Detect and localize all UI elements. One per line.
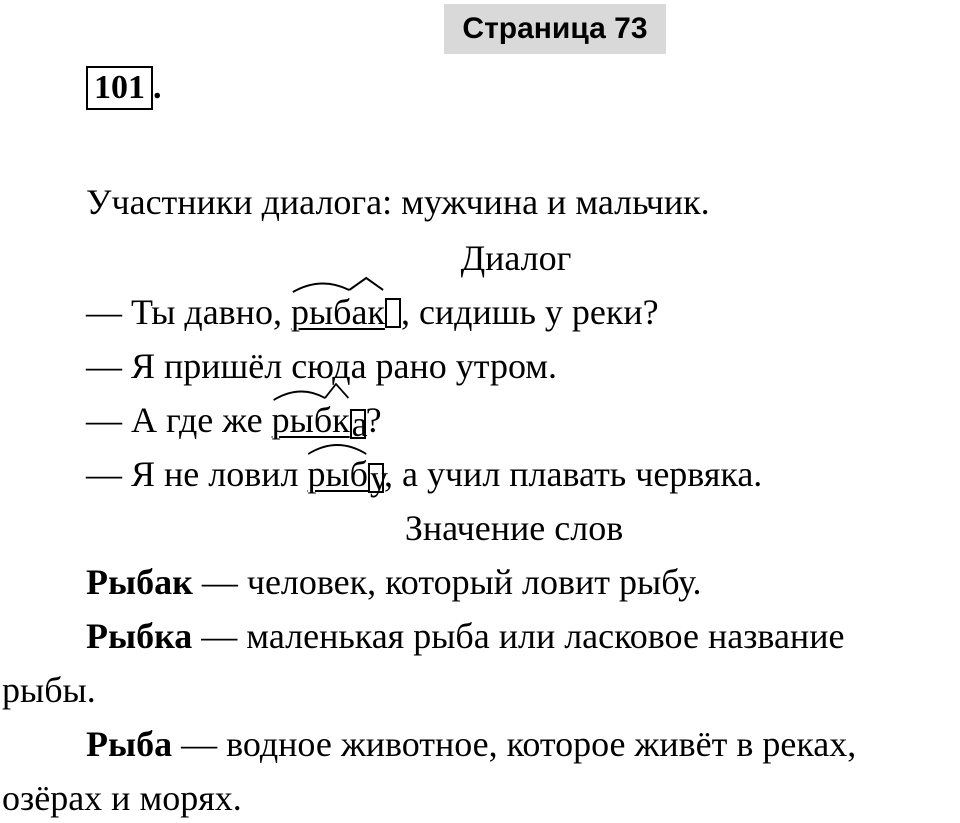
participants-line: Участники диалога: мужчина и мальчик. [86, 182, 710, 222]
dialog-line-3 [86, 398, 382, 442]
dialog-line-1-prefix: — Ты давно, [86, 292, 291, 332]
dialog-line-2: — Я пришёл сюда рано утром. [86, 346, 558, 386]
word-rybu-stem: рыб [307, 454, 368, 494]
task-number-dot: . [153, 69, 162, 106]
meaning-rybak [86, 560, 702, 604]
term-rybka: Рыбка [86, 616, 193, 656]
term-ryba: Рыба [86, 724, 173, 764]
dialog-line-1-suffix: , сидишь у реки? [400, 292, 659, 332]
dialog-line-3-prefix: — А где же [86, 400, 272, 440]
definition-ryba-continuation: озёрах и морях. [2, 778, 242, 818]
zero-ending-box [385, 298, 401, 328]
word-rybak: рыбак [290, 292, 385, 332]
dialog-line-4-suffix: , а учил плавать червяка. [383, 454, 763, 494]
task-number-block [86, 66, 162, 112]
definition-rybka-continuation: рыбы. [2, 670, 96, 710]
meaning-rybka [86, 614, 844, 658]
word-rybka-stem: рыбк [271, 400, 350, 440]
morpheme-word-rybak [291, 290, 385, 334]
dialog-line-4 [86, 452, 762, 496]
task-number: 101 [86, 66, 153, 110]
definition-rybak: — человек, который ловит рыбу. [192, 562, 702, 602]
ending-box: а [351, 404, 368, 444]
dialog-line-3-suffix: ? [365, 400, 382, 440]
morpheme-word-rybu [307, 452, 368, 496]
definition-ryba: — водное животное, которое живёт в реках, [172, 724, 857, 764]
dialog-line-1 [86, 290, 659, 334]
ending-box: у [369, 458, 388, 498]
meaning-ryba [86, 722, 856, 766]
page-header: Страница 73 [444, 4, 666, 54]
term-rybak: Рыбак [86, 562, 193, 602]
meanings-heading: Значение слов [404, 508, 624, 548]
morpheme-word-rybka [272, 398, 350, 442]
definition-rybka: — маленькая рыба или ласковое название [192, 616, 845, 656]
dialog-heading: Диалог [460, 238, 572, 278]
dialog-line-4-prefix: — Я не ловил [86, 454, 308, 494]
